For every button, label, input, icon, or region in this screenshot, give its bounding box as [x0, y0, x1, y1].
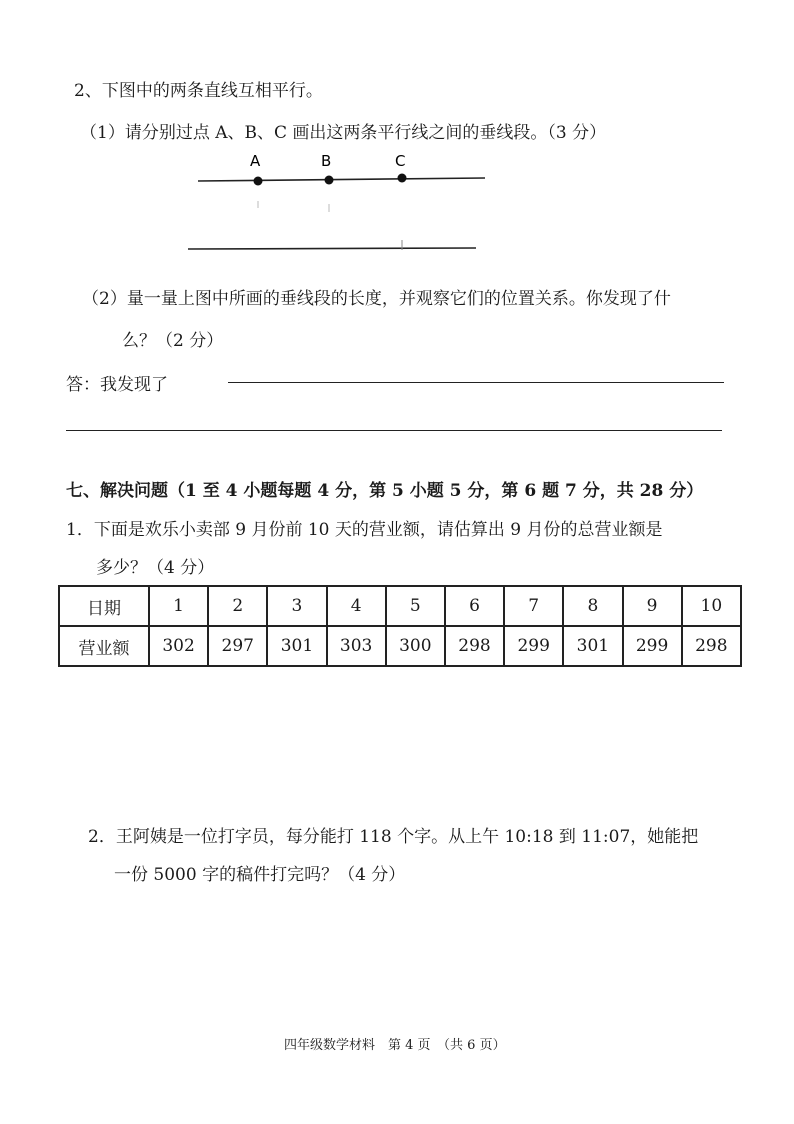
point-b	[325, 176, 334, 185]
table-row-dates	[59, 586, 741, 626]
parallel-lines-diagram	[180, 146, 500, 258]
point-c	[398, 174, 407, 183]
table-cell-day: 1	[149, 586, 208, 626]
table-cell-sales: 298	[445, 626, 504, 666]
table-row-sales	[59, 626, 741, 666]
table-cell-sales: 297	[208, 626, 267, 666]
table-cell-day: 8	[563, 586, 622, 626]
table-cell-sales: 299	[504, 626, 563, 666]
table-cell-sales: 298	[682, 626, 741, 666]
question-2-title: 2、下图中的两条直线互相平行。	[74, 81, 323, 101]
page-footer: 四年级数学材料 第 4 页 （共 6 页）	[284, 1038, 506, 1053]
table-cell-sales: 299	[623, 626, 682, 666]
answer-prefix: 答：我发现了	[66, 375, 168, 395]
table-cell-day: 7	[504, 586, 563, 626]
question-2-part-2-line-1: （2）量一量上图中所画的垂线段的长度，并观察它们的位置关系。你发现了什	[82, 289, 671, 309]
sales-table	[58, 585, 742, 667]
table-cell-day: 9	[623, 586, 682, 626]
table-cell-day: 4	[327, 586, 386, 626]
table-cell-day: 3	[267, 586, 326, 626]
problem-2-line-2: 一份 5000 字的稿件打完吗？（4 分）	[114, 865, 406, 885]
table-cell-day: 10	[682, 586, 741, 626]
table-cell-sales: 300	[386, 626, 445, 666]
table-cell-day: 2	[208, 586, 267, 626]
problem-1-line-1: 1．下面是欢乐小卖部 9 月份前 10 天的营业额，请估算出 9 月份的总营业额是	[66, 520, 663, 540]
table-cell-sales: 301	[563, 626, 622, 666]
section-7-heading: 七、解决问题（1 至 4 小题每题 4 分，第 5 小题 5 分，第 6 题 7 分，共 28 分）	[66, 481, 704, 501]
upper-parallel-line	[198, 178, 485, 181]
question-2-part-2-line-2: 么？（2 分）	[122, 331, 224, 351]
point-a	[254, 177, 263, 186]
table-cell-sales: 302	[149, 626, 208, 666]
table-cell-day: 5	[386, 586, 445, 626]
table-header-sales: 营业额	[59, 626, 149, 666]
table-cell-sales: 303	[327, 626, 386, 666]
problem-2-line-1: 2．王阿姨是一位打字员，每分能打 118 个字。从上午 10:18 到 11:07，她能把	[88, 827, 699, 847]
question-2-part-1: （1）请分别过点 A、B、C 画出这两条平行线之间的垂线段。（3 分）	[80, 123, 607, 143]
table-cell-day: 6	[445, 586, 504, 626]
point-c-label: C	[395, 152, 406, 170]
answer-line-2[interactable]	[66, 430, 722, 431]
lower-parallel-line	[188, 248, 476, 249]
table-header-date: 日期	[59, 586, 149, 626]
point-a-label: A	[250, 152, 261, 170]
answer-line-1[interactable]	[228, 382, 724, 383]
problem-1-line-2: 多少？（4 分）	[96, 558, 215, 578]
table-cell-sales: 301	[267, 626, 326, 666]
point-b-label: B	[321, 152, 332, 170]
